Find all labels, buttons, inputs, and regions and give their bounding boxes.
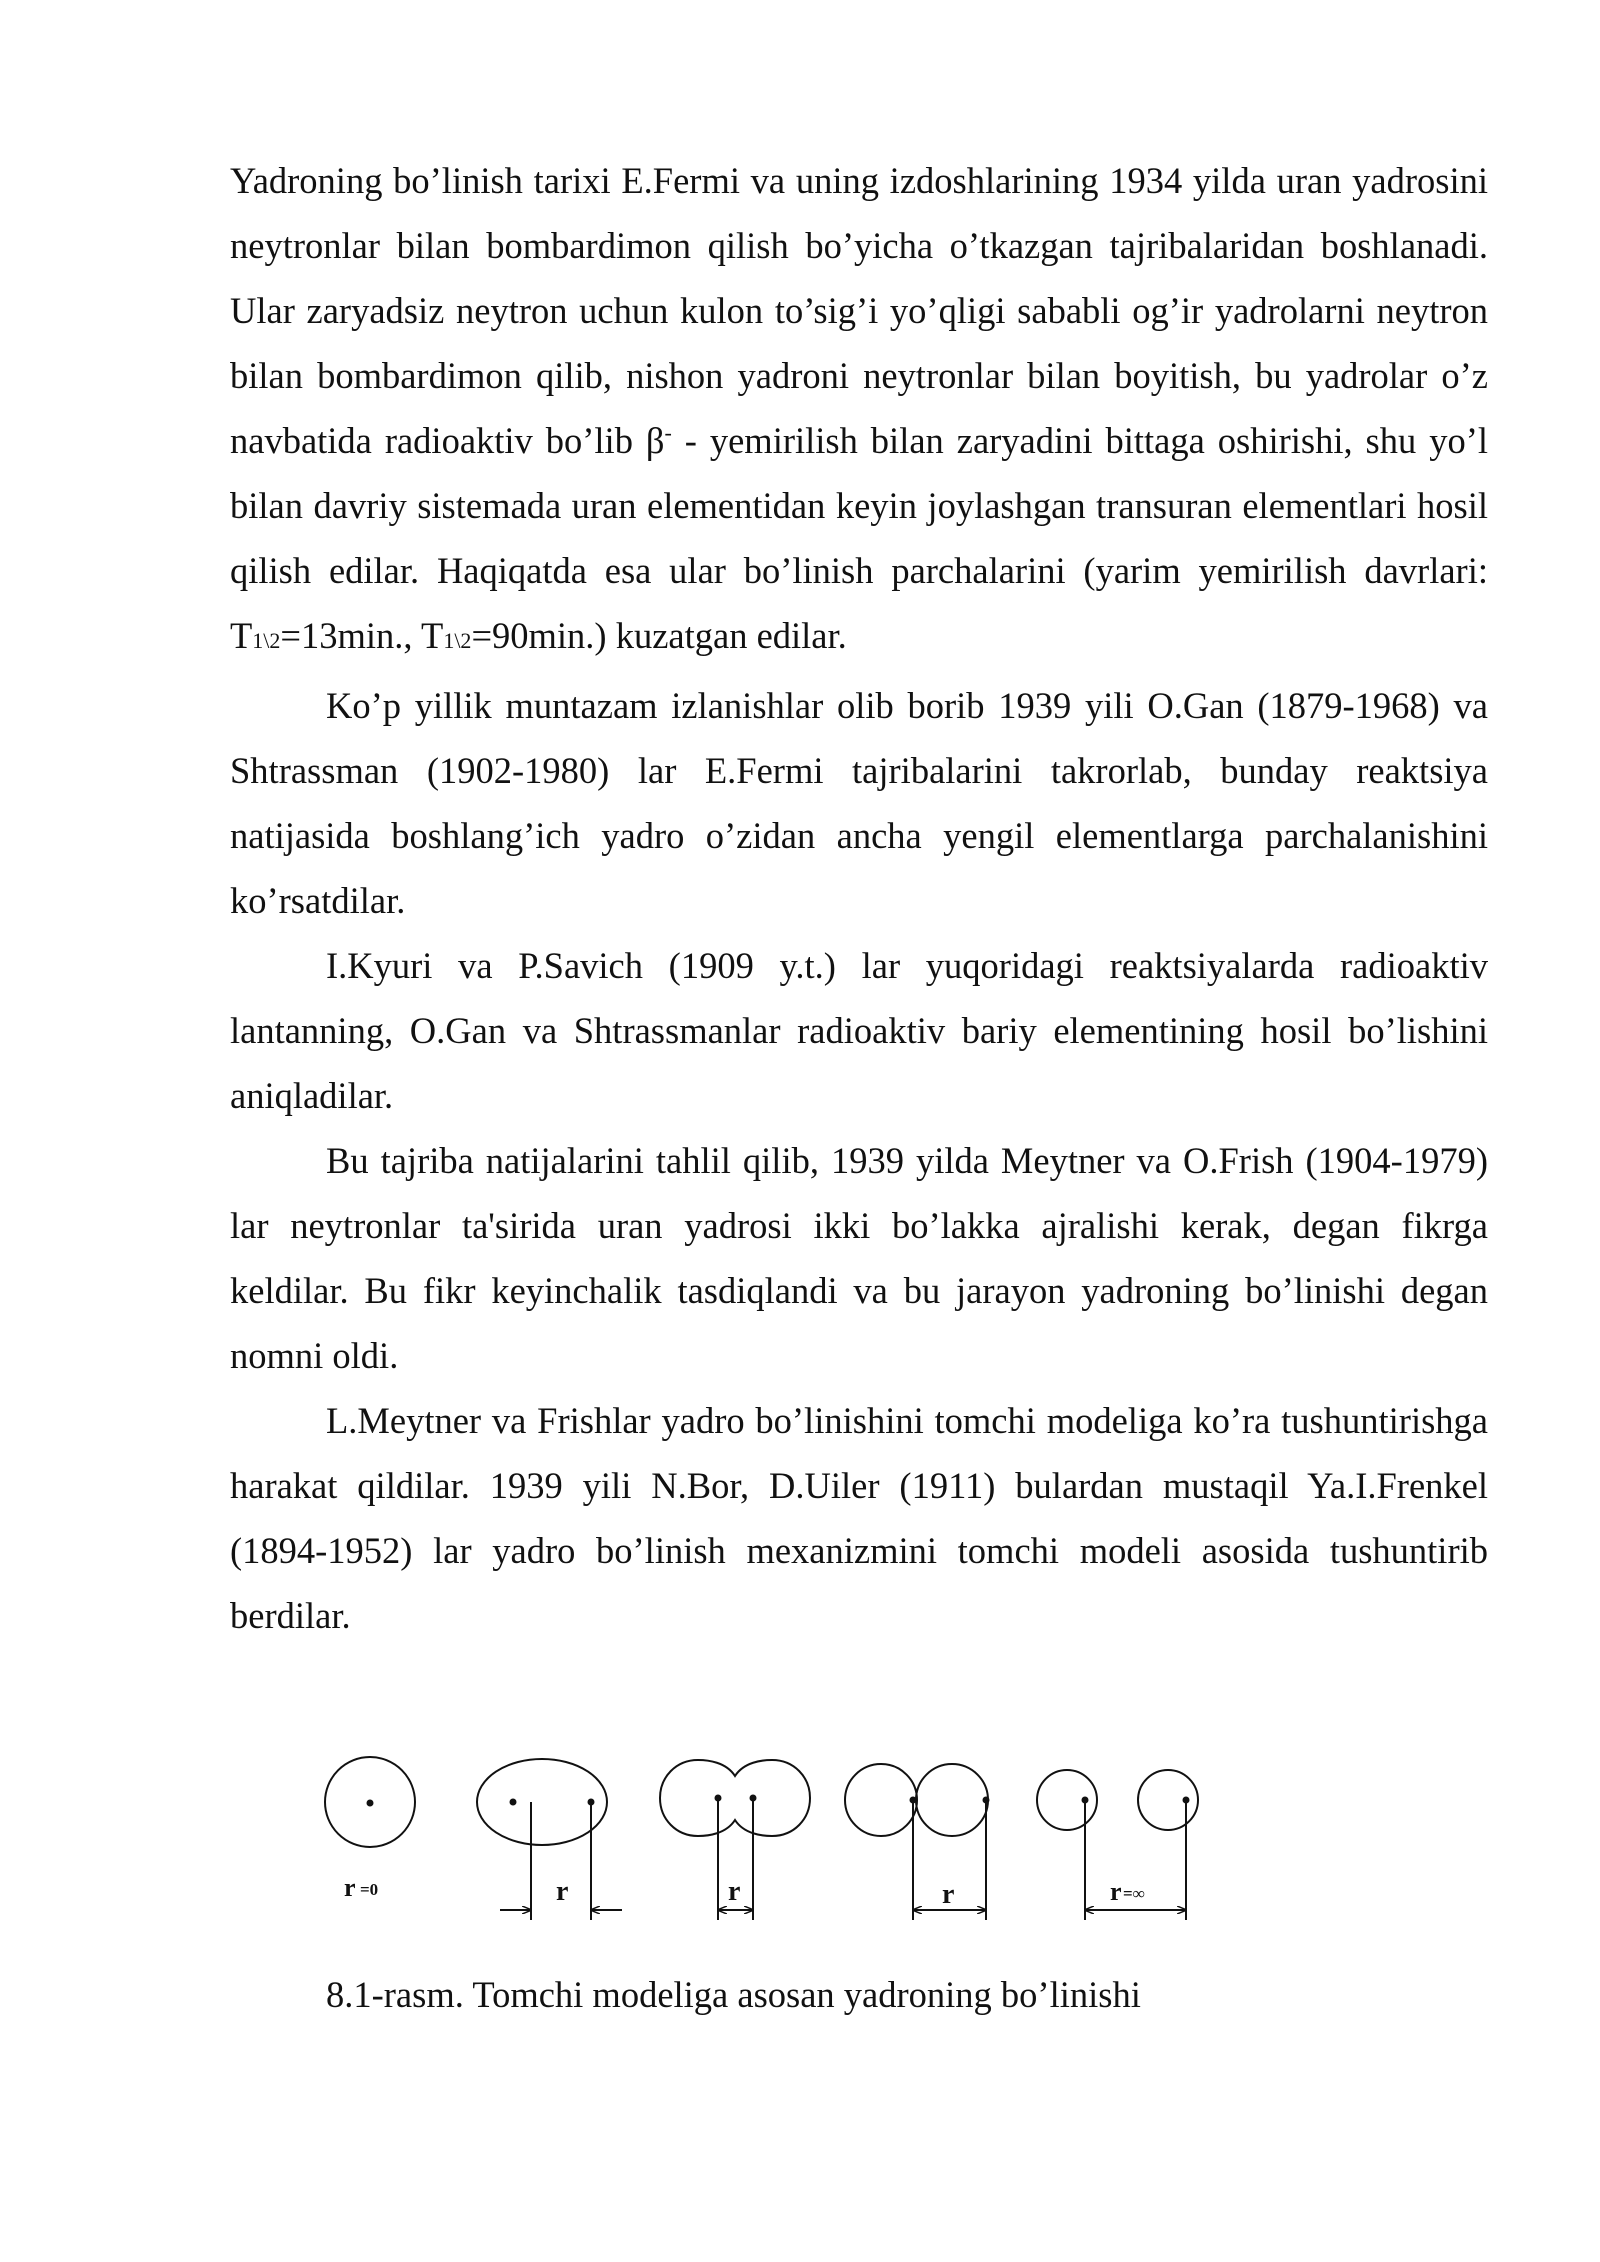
half-life-subscript-2: 1\2 xyxy=(443,628,472,653)
figure-caption: 8.1-rasm. Tomchi modeliga asosan yadroning bo’linishi xyxy=(326,1974,1141,2015)
body-text xyxy=(230,148,1488,1648)
paragraph-1: Yadroning bo’linish tarixi E.Fermi va uning izdoshlarining 1934 yilda uran yadrosini neytronlar bilan bombardimon qilish bo’yicha o’tkazgan tajribalaridan boshlanadi. Ular zaryadsiz neytron uchun kulon to’sig’i yo’qligi sababli og’ir yadrolarni neytron bilan bombardimon qilib, nishon yadroni neytronlar bilan boyitish, bu yadrolar o’z navbatida radioaktiv bo’lib β- - yemirilish bilan zaryadini bittaga oshirishi, shu yo’l bilan davriy sistemada uran elementidan keyin joylashgan transuran elementlari hosil qilish edilar. Haqiqatda esa ular bo’linish parchalarini (yarim yemirilish davrlari: T1\2=13min., T1\2=90min.) kuzatgan edilar. xyxy=(230,160,1488,656)
paragraph-3: I.Kyuri va P.Savich (1909 y.t.) lar yuqoridagi reaktsiyalarda radioaktiv lantanning, O.Gan va Shtrassmanlar radioaktiv bariy elementining hosil bo’lishini aniqladilar. xyxy=(230,945,1488,1116)
paragraph-4: Bu tajriba natijalarini tahlil qilib, 1939 yilda Meytner va O.Frish (1904-1979) lar neytronlar ta'sirida uran yadrosi ikki bo’lakka ajralishi kerak, degan fikrga keldilar. Bu fikr keyinchalik tasdiqlandi va bu jarayon yadroning bo’linishi degan nomni oldi. xyxy=(230,1140,1488,1376)
half-life-subscript-1: 1\2 xyxy=(252,628,281,653)
fission-stages-diagram xyxy=(310,1740,1270,1960)
paragraph-2: Ko’p yillik muntazam izlanishlar olib borib 1939 yili O.Gan (1879-1968) va Shtrassman (1902-1980) lar E.Fermi tajribalarini takrorlab, bunday reaktsiya natijasida boshlang’ich yadro o’zidan ancha yengil elementlarga parchalanishini ko’rsatdilar. xyxy=(230,685,1488,921)
paragraph-5: L.Meytner va Frishlar yadro bo’linishini tomchi modeliga ko’ra tushuntirishga harakat qildilar. 1939 yili N.Bor, D.Uiler (1911) bulardan mustaqil Ya.I.Frenkel (1894-1952) lar yadro bo’linish mexanizmini tomchi modeli asosida tushuntirib berdilar. xyxy=(230,1400,1488,1636)
stage-ellipsoid xyxy=(477,1759,622,1920)
stage1-eq-label: =0 xyxy=(360,1880,379,1899)
stage3-r-label: r xyxy=(728,1876,741,1907)
stage5-eq-label: =∞ xyxy=(1123,1884,1145,1903)
stage-sphere xyxy=(325,1757,415,1847)
beta-minus-superscript: - xyxy=(664,419,672,445)
stage-touching-spheres xyxy=(845,1764,989,1920)
stage1-r-label: r xyxy=(344,1873,356,1902)
stage5-r-label: r xyxy=(1110,1877,1122,1906)
fission-figure xyxy=(310,1740,1270,1960)
stage4-r-label: r xyxy=(942,1879,955,1910)
stage2-r-label: r xyxy=(556,1876,569,1907)
